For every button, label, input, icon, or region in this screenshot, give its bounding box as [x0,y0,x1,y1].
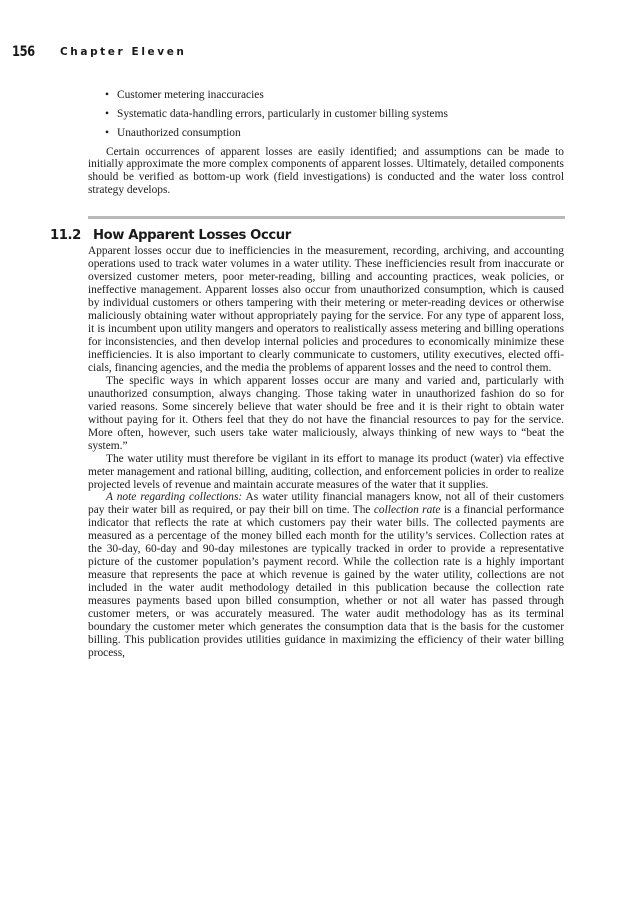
section-title: How Apparent Losses Occur [93,228,291,244]
note-text: As water utility financial managers know, not all of their customers pay their water bill as required, or pay their bill on time. The [88,491,564,517]
list-item: • Unauthorized consumption [105,126,241,139]
collections-note-paragraph [88,491,564,659]
list-item: • Customer metering inaccuracies [105,89,264,101]
section-divider [88,216,565,219]
note-lead: A note regarding collections: [106,491,243,504]
bullet-icon: • [105,107,109,120]
list-item: • Systematic data-handling errors, particularly in customer billing systems [105,107,448,120]
bullet-list [88,89,564,140]
page-number: 156 [12,44,35,60]
running-head: Chapter Eleven [60,46,187,58]
section-number: 11.2 [50,228,81,244]
note-term: collection rate [373,504,441,517]
body-paragraph: The water utility must therefore be vigilant in its effort to manage its product (water) via effective meter management and rational billing, auditing, collection, and enforcement policies in order to realize projected levels of revenue and maintain accurate measures of the water that it supplies. [88,452,564,491]
bullet-icon: • [105,89,109,101]
note-text: is a financial performance indicator that reflects the rate at which customers pay their water bills. The collected payments are measured as a percentage of the money billed each month for the utility’s services. Collection rates at the 30-day, 60-day and 90-day milestones are typically tracked in order to provide a representative picture of the customer population’s payment record. While the collection rate is a highly important measure that represents the pace at which revenue is gained by the water utility, collections are not included in the water audit methodology detailed in this publication because the collection rate measures payments based upon billed consumption, whether or not all water has passed through customer meters, or was accurately measured. The water audit methodology has as its terminal boundary the customer meter which generates the consumption data that is the basis for the customer billing. This publication provides utilities guidance in maximizing the efficiency of their water billing process, [88,504,565,659]
body-paragraph: Apparent losses occur due to inefficiencies in the measurement, recording, archiving, and accounting operations used to track water volumes in a water utility. These inefficiencies result from inaccurate or oversized customer meters, poor meter-reading, billing and accounting practices, weak policies, or ineffective management. Apparent losses also occur from unauthorized consumption, which is caused by individual customers or others tampering with their metering or meter-reading devices or otherwise maliciously obtaining water without appropriately paying for the service. For any type of apparent loss, it is incumbent upon utility mangers and operators to realistically assess metering and billing operations for inconsistencies, and then develop internal policies and procedures to economically minimize these inefficiencies. It is also important to clearly communicate to customers, utility executives, elected officials, financing agencies, and the media the problems of apparent losses and the need to control them. [88,245,564,374]
bullet-icon: • [105,126,109,139]
body-paragraph: The specific ways in which apparent losses occur are many and varied and, particularly with unauthorized consumption, always changing. Those taking water in unauthorized fashion do so for varied reasons. Some sincerely believe that water should be free and it is their right to obtain water without paying for it. Others feel that they do not have the financial resources to pay for the service. More often, however, such users take water maliciously, always thinking of new ways to “beat the system.” [88,374,564,452]
intro-paragraph: Certain occurrences of apparent losses are easily identified; and assumptions can be made to initially approximate the more complex components of apparent losses. Ultimately, detailed components should be verified as bottom-up work (field investigations) is conducted and the water loss control strategy develops. [88,145,564,197]
section-heading [50,228,564,244]
page-body [50,89,565,660]
